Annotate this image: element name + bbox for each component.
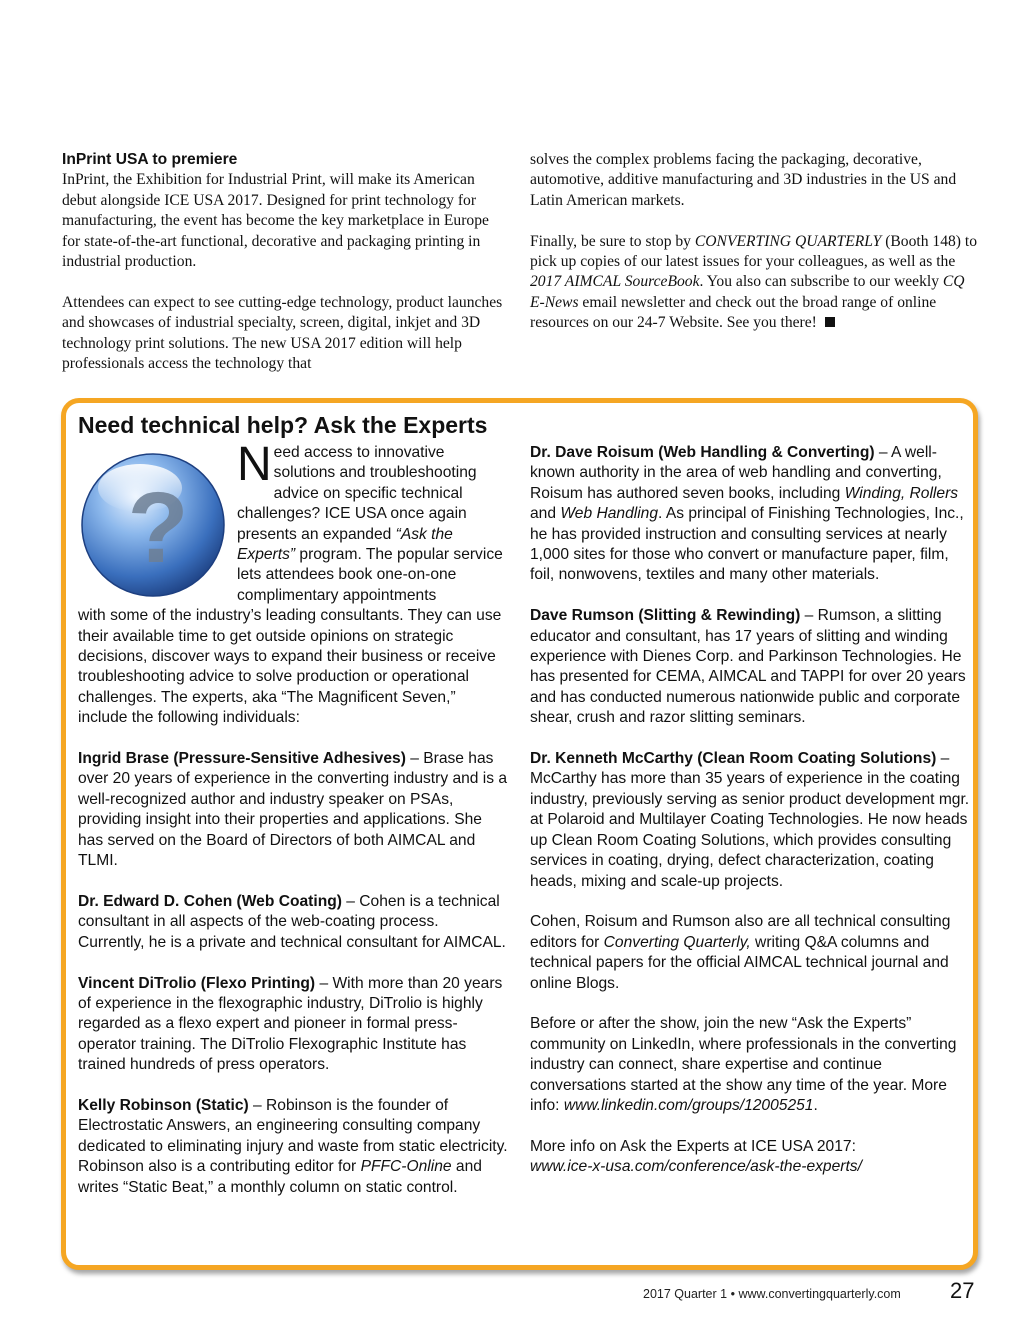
expert-entry-ditrolio: Vincent DiTrolio (Flexo Printing) – With more than 20 years of experience in the flexographic industry, DiTrolio is highly regarded as a flexo expert and pioneer in formal press-operator training. The DiTrolio Flexographic Institute has trained hundreds of press operators. bbox=[78, 974, 503, 1074]
editors-paragraph: Cohen, Roisum and Rumson also are all technical consulting editors for Converting Quarterly, writing Q&A columns and technical papers for the official AIMCAL technical journal and online Blogs. bbox=[530, 913, 951, 992]
page-number: 27 bbox=[950, 1278, 975, 1303]
sidebar-column-left bbox=[78, 438, 508, 1198]
linkedin-link[interactable]: www.linkedin.com/groups/12005251 bbox=[563, 1096, 814, 1114]
expert-entry-mccarthy: Dr. Kenneth McCarthy (Clean Room Coating Solutions) – McCarthy has more than 35 years of experience in the coating industry, previously serving as senior product development mgr. at Polaroid and Multilayer Coating Technologies. He now heads up Clean Room Coating Solutions, which provides consulting services in coating, drying, defect characterization, coating heads, mixing and scale-up projects. bbox=[530, 750, 970, 890]
drop-cap: N bbox=[237, 438, 272, 491]
more-info-label: More info on Ask the Experts at ICE USA 2017: bbox=[530, 1137, 856, 1155]
article-paragraph: solves the complex problems facing the packaging, decorative, automotive, additive manufacturing and 3D industries in the US and Latin American markets. bbox=[530, 151, 957, 209]
sidebar-title: Need technical help? Ask the Experts bbox=[78, 412, 488, 438]
page-footer bbox=[643, 1286, 901, 1302]
svg-text:?: ? bbox=[127, 472, 189, 584]
intro-paragraph: Need access to innovative solutions and troubleshooting advice on specific technical challenges? ICE USA once again presents an expanded “Ask the Experts” program. The popular service lets attendees book one-on-one complimentary appointments bbox=[237, 438, 503, 604]
expert-entry-cohen: Dr. Edward D. Cohen (Web Coating) – Cohen is a technical consultant in all aspects of the web-coating process. Currently, he is a private and technical consultant for AIMCAL. bbox=[78, 892, 506, 951]
expert-entry-roisum: Dr. Dave Roisum (Web Handling & Converting) – A well-known authority in the area of web handling and converting, Roisum has authored seven books, including Winding, Rollers and Web Handling. As principal of Finishing Technologies, Inc., he has provided instruction and consulting services at nearly 1,000 sites for those who convert or manufacture paper, film, foil, nonwovens, textiles and many other materials. bbox=[530, 444, 964, 584]
expert-entry-robinson: Kelly Robinson (Static) – Robinson is the founder of Electrostatic Answers, an engineering consulting company dedicated to eliminating injury and waste from static electricity. Robinson also is a contributing editor for PFFC-Online and writes “Static Beat,” a monthly column on static control. bbox=[78, 1096, 508, 1196]
article-paragraph-closing: Finally, be sure to stop by CONVERTING QUARTERLY (Booth 148) to pick up copies of our latest issues for your colleagues, as well as the 2017 AIMCAL SourceBook. You also can subscribe to our weekly CQ E-News email newsletter and check out the broad range of online resources on our 24-7 Website. See you there! bbox=[530, 232, 978, 332]
linkedin-paragraph: Before or after the show, join the new “Ask the Experts” community on LinkedIn, where professionals in the converting industry can connect, share expertise and continue conversations started at the show any time of the year. More info: www.linkedin.com/groups/12005251. bbox=[530, 1015, 957, 1114]
article-column-left bbox=[62, 150, 510, 374]
footer-bullet: • bbox=[730, 1287, 735, 1301]
sidebar-column-right bbox=[530, 443, 970, 1178]
issue-label: 2017 Quarter 1 bbox=[643, 1287, 728, 1301]
end-of-article-mark bbox=[825, 317, 835, 327]
website-link[interactable]: www.convertingquarterly.com bbox=[738, 1287, 901, 1301]
intro-paragraph-continued: with some of the industry’s leading consultants. They can use their available time to get outside opinions on strategic decisions, discover ways to expand their business or receive troubleshooting advice to solve production or operational challenges. The experts, aka “The Magnificent Seven,” include the following individuals: bbox=[78, 607, 502, 727]
expert-entry-brase: Ingrid Brase (Pressure-Sensitive Adhesives) – Brase has over 20 years of experience in the converting industry and is a well-recognized author and industry speaker on PSAs, providing insight into their properties and applications. She has served on the Board of Directors of both AIMCAL and TLMI. bbox=[78, 750, 508, 870]
expert-entry-rumson: Dave Rumson (Slitting & Rewinding) – Rumson, a slitting educator and consultant, has 17 years of slitting and winding experience with Dienes Corp. and Parkinson Technologies. He has presented for CEMA, AIMCAL and TAPPI for over 20 years and has conducted numerous nationwide public and corporate shear, crush and razor slitting seminars. bbox=[530, 607, 966, 727]
article-paragraph: InPrint, the Exhibition for Industrial Print, will make its American debut alongside ICE USA 2017. Designed for print technology for manufacturing, the event has become the key marketplace in Europe for state-of-the-art functional, decorative and packaging printing in industrial production. bbox=[62, 171, 489, 271]
ask-the-experts-link[interactable]: www.ice-x-usa.com/conference/ask-the-experts/ bbox=[530, 1158, 862, 1176]
article-subheading: InPrint USA to premiere bbox=[62, 151, 238, 168]
article-column-right bbox=[530, 150, 980, 334]
article-paragraph: Attendees can expect to see cutting-edge technology, product launches and showcases of industrial specialty, screen, digital, inkjet and 3D technology print solutions. The new USA 2017 edition will help professionals access the technology that bbox=[62, 293, 503, 373]
